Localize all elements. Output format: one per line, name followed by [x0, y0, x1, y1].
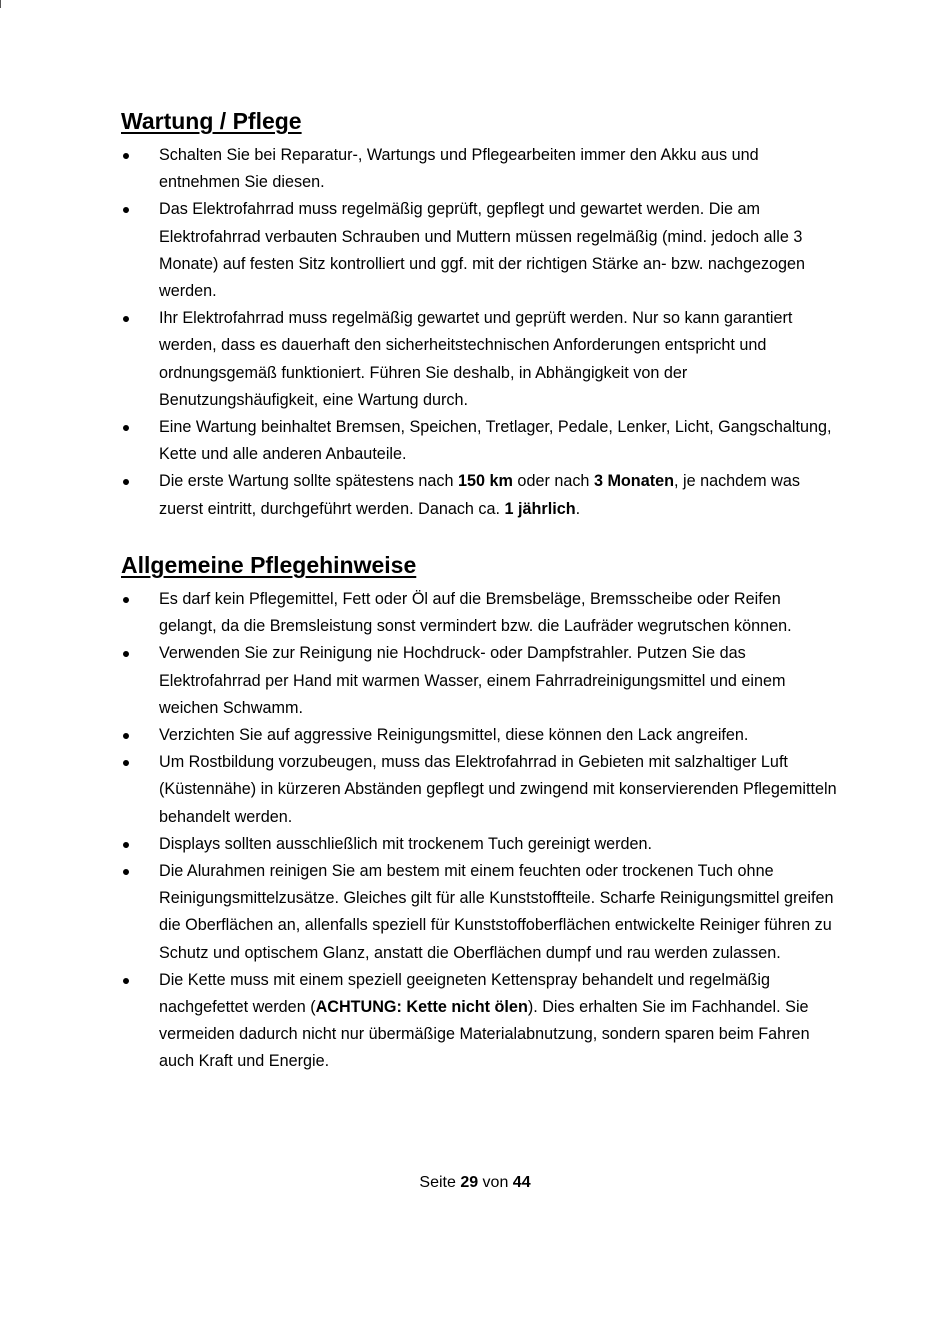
bullet-icon: [123, 425, 129, 431]
list-item: [121, 468, 841, 522]
item-text: Es darf kein Pflegemittel, Fett oder Öl auf die Bremsbeläge, Bremsscheibe oder Reifen gelangt, da die Bremsleistung sonst vermindert bzw. die Laufräder wegrutschen können.: [159, 590, 792, 636]
item-text: .: [575, 499, 581, 518]
bold-text: 3 Monaten: [593, 472, 674, 491]
bullet-icon: [123, 842, 129, 848]
bullet-icon: [123, 978, 129, 984]
bold-text: 1 jährlich: [504, 499, 576, 518]
current-page-number: 29: [460, 1174, 479, 1191]
list-item: [121, 142, 841, 196]
list-item: [121, 749, 841, 831]
bullet-icon: [123, 153, 129, 159]
list-item: [121, 831, 841, 858]
total-page-count: 44: [512, 1174, 531, 1191]
section-heading: Wartung / Pflege: [121, 108, 302, 134]
item-text: oder nach: [512, 472, 594, 491]
item-text: Die erste Wartung sollte spätestens nach: [159, 472, 459, 491]
bullet-icon: [123, 651, 129, 657]
bold-text: ACHTUNG: Kette nicht ölen: [315, 998, 528, 1017]
bullet-icon: [123, 316, 129, 322]
item-text: Displays sollten ausschließlich mit trockenem Tuch gereinigt werden.: [159, 834, 653, 853]
section-maintenance: [121, 106, 841, 523]
bullet-icon: [123, 760, 129, 766]
section-care-instructions: [121, 550, 841, 1076]
item-text: Schalten Sie bei Reparatur-, Wartungs und Pflegearbeiten immer den Akku aus und entnehmen Sie diesen.: [159, 146, 759, 192]
list-item: [121, 414, 841, 468]
list-item: [121, 305, 841, 414]
item-text: Um Rostbildung vorzubeugen, muss das Elektrofahrrad in Gebieten mit salzhaltiger Luft (Küstennähe) in kürzeren Abständen gepflegt und zwingend mit konservierenden Pflegemitteln behandelt werden.: [159, 753, 837, 826]
item-text: , je nachdem was zuerst eintritt, durchgeführt werden. Danach ca.: [159, 472, 800, 518]
list-item: [121, 640, 841, 722]
list-item: [121, 586, 841, 640]
footer-prefix: Seite: [419, 1174, 461, 1191]
item-text: Das Elektrofahrrad muss regelmäßig geprüft, gepflegt und gewartet werden. Die am Elektrofahrrad verbauten Schrauben und Muttern müssen regelmäßig (mind. jedoch alle 3 Monate) auf festen Sitz kontrolliert und ggf. mit der richtigen Stärke an- bzw. nachgezogen werden.: [159, 200, 806, 301]
bullet-icon: [123, 207, 129, 213]
bullet-list: [121, 586, 841, 1076]
footer-middle: von: [478, 1174, 513, 1191]
item-text: Die Alurahmen reinigen Sie am bestem mit einem feuchten oder trockenen Tuch ohne Reinigungsmittelzusätze. Gleiches gilt für alle Kunststoffteile. Scharfe Reinigungsmittel greifen die Oberflächen an, allenfalls speziell für Kunststoffoberflächen entwickelte Reiniger führen zu Schutz und optischem Glanz, anstatt die Oberflächen dumpf und rau werden zulassen.: [159, 862, 834, 962]
bold-text: 150 km: [458, 472, 513, 491]
bullet-icon: [123, 479, 129, 485]
page-footer: [0, 1174, 950, 1192]
bullet-icon: [123, 733, 129, 739]
list-item: [121, 196, 841, 305]
list-item: [121, 722, 841, 749]
item-text: Verzichten Sie auf aggressive Reinigungsmittel, diese können den Lack angreifen.: [159, 726, 749, 745]
list-item: [121, 858, 841, 967]
bullet-icon: [123, 597, 129, 603]
item-text: Ihr Elektrofahrrad muss regelmäßig gewartet und geprüft werden. Nur so kann garantiert werden, dass es dauerhaft den sicherheitstechnischen Anforderungen entspricht und ordnungsgemäß funktioniert. Führen Sie deshalb, in Abhängigkeit von der Benutzungshäufigkeit, eine Wartung durch.: [159, 309, 793, 409]
list-item: [121, 967, 841, 1076]
bullet-icon: [123, 869, 129, 875]
section-heading: Allgemeine Pflegehinweise: [121, 552, 417, 578]
item-text: Verwenden Sie zur Reinigung nie Hochdruck- oder Dampfstrahler. Putzen Sie das Elektrofahrrad per Hand mit warmen Wasser, einem Fahrradreinigungsmittel und einem weichen Schwamm.: [159, 644, 786, 717]
item-text: ). Dies erhalten Sie im Fachhandel. Sie vermeiden dadurch nicht nur übermäßige Materialabnutzung, sondern sparen beim Fahren auch Kraft und Energie.: [159, 998, 810, 1071]
item-text: Die Kette muss mit einem speziell geeigneten Kettenspray behandelt und regelmäßig nachgefettet werden (: [159, 970, 770, 1017]
item-text: Eine Wartung beinhaltet Bremsen, Speichen, Tretlager, Pedale, Lenker, Licht, Gangschaltung, Kette und alle anderen Anbauteile.: [159, 418, 832, 464]
corner-mark: [0, 0, 1, 8]
bullet-list: [121, 142, 841, 523]
